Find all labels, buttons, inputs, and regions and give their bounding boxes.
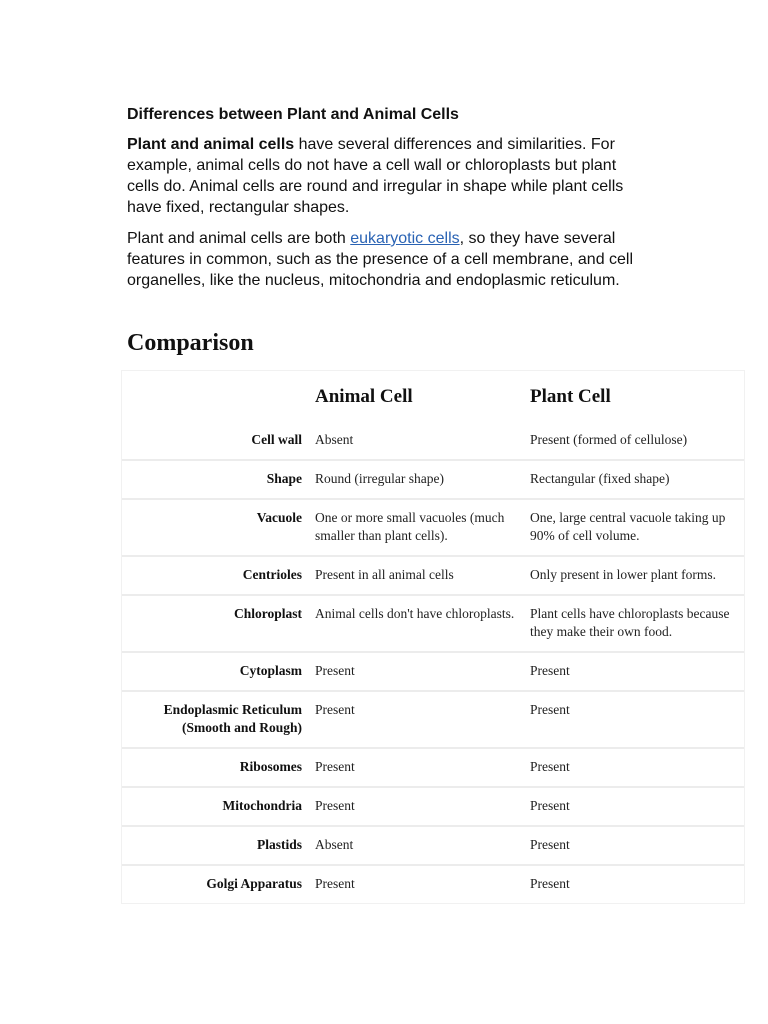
intro-text: have several differences and similarities. For example, animal cells do not have a cell wall or chloroplasts but plant cells do. Animal cells are round and irregular in shape while plant cells have fixed, rectangular shapes. xyxy=(127,136,624,216)
animal-cell-value: Absent xyxy=(315,432,354,447)
table-row xyxy=(122,865,744,903)
row-label: Ribosomes xyxy=(122,748,309,787)
plant-cell-value: Present xyxy=(524,691,744,748)
plant-cell-value: Present xyxy=(524,652,744,691)
table-row xyxy=(122,826,744,865)
plant-cell-value: Present xyxy=(524,787,744,826)
table-row xyxy=(122,556,744,595)
row-label: Vacuole xyxy=(122,499,309,556)
row-label: Centrioles xyxy=(122,556,309,595)
intro-paragraph xyxy=(127,134,642,218)
table-row xyxy=(122,652,744,691)
plant-cell-value: Only present in lower plant forms. xyxy=(524,556,744,595)
row-label: Endoplasmic Reticulum (Smooth and Rough) xyxy=(122,691,309,748)
header-plant-cell: Plant Cell xyxy=(530,386,611,407)
row-label: Cytoplasm xyxy=(122,652,309,691)
eukaryotic-text-after: , so they have several features in common, such as the presence of a cell membrane, and cell organelles, like the nucleus, mitochondria and endoplasmic reticulum. xyxy=(127,230,634,289)
animal-cell-value: Present xyxy=(309,748,524,787)
plant-cell-value: Present (formed of cellulose) xyxy=(530,432,688,447)
table-header-row xyxy=(122,371,744,422)
animal-cell-value: One or more small vacuoles (much smaller than plant cells). xyxy=(309,499,524,556)
eukaryotic-cells-link[interactable]: eukaryotic cells xyxy=(350,230,460,247)
row-label: Cell wall xyxy=(251,432,302,447)
article-body xyxy=(127,104,647,301)
animal-cell-value: Animal cells don't have chloroplasts. xyxy=(309,595,524,652)
page-title: Differences between Plant and Animal Cells xyxy=(127,106,459,123)
comparison-heading: Comparison xyxy=(127,330,254,356)
intro-bold-lead: Plant and animal cells xyxy=(127,136,295,153)
table-row xyxy=(122,422,744,460)
plant-cell-value: Rectangular (fixed shape) xyxy=(524,460,744,499)
row-label: Shape xyxy=(122,460,309,499)
animal-cell-value: Present xyxy=(309,787,524,826)
animal-cell-value: Present xyxy=(309,691,524,748)
eukaryotic-text-before: Plant and animal cells are both xyxy=(127,230,351,247)
plant-cell-value: Present xyxy=(524,826,744,865)
row-label: Mitochondria xyxy=(122,787,309,826)
header-empty xyxy=(122,371,309,422)
comparison-table-container xyxy=(121,370,745,904)
table-row xyxy=(122,691,744,748)
table-row xyxy=(122,787,744,826)
plant-cell-value: One, large central vacuole taking up 90% of cell volume. xyxy=(524,499,744,556)
plant-cell-value: Plant cells have chloroplasts because they make their own food. xyxy=(524,595,744,652)
animal-cell-value: Present xyxy=(309,652,524,691)
eukaryotic-paragraph xyxy=(127,228,642,291)
row-label: Chloroplast xyxy=(122,595,309,652)
table-row xyxy=(122,460,744,499)
animal-cell-value: Absent xyxy=(309,826,524,865)
animal-cell-value: Present xyxy=(309,865,524,903)
comparison-table xyxy=(122,371,744,903)
table-row xyxy=(122,595,744,652)
animal-cell-value: Round (irregular shape) xyxy=(309,460,524,499)
row-label: Plastids xyxy=(122,826,309,865)
animal-cell-value: Present in all animal cells xyxy=(309,556,524,595)
row-label: Golgi Apparatus xyxy=(122,865,309,903)
header-animal-cell: Animal Cell xyxy=(315,386,413,407)
plant-cell-value: Present xyxy=(524,865,744,903)
plant-cell-value: Present xyxy=(524,748,744,787)
table-row xyxy=(122,748,744,787)
table-row xyxy=(122,499,744,556)
